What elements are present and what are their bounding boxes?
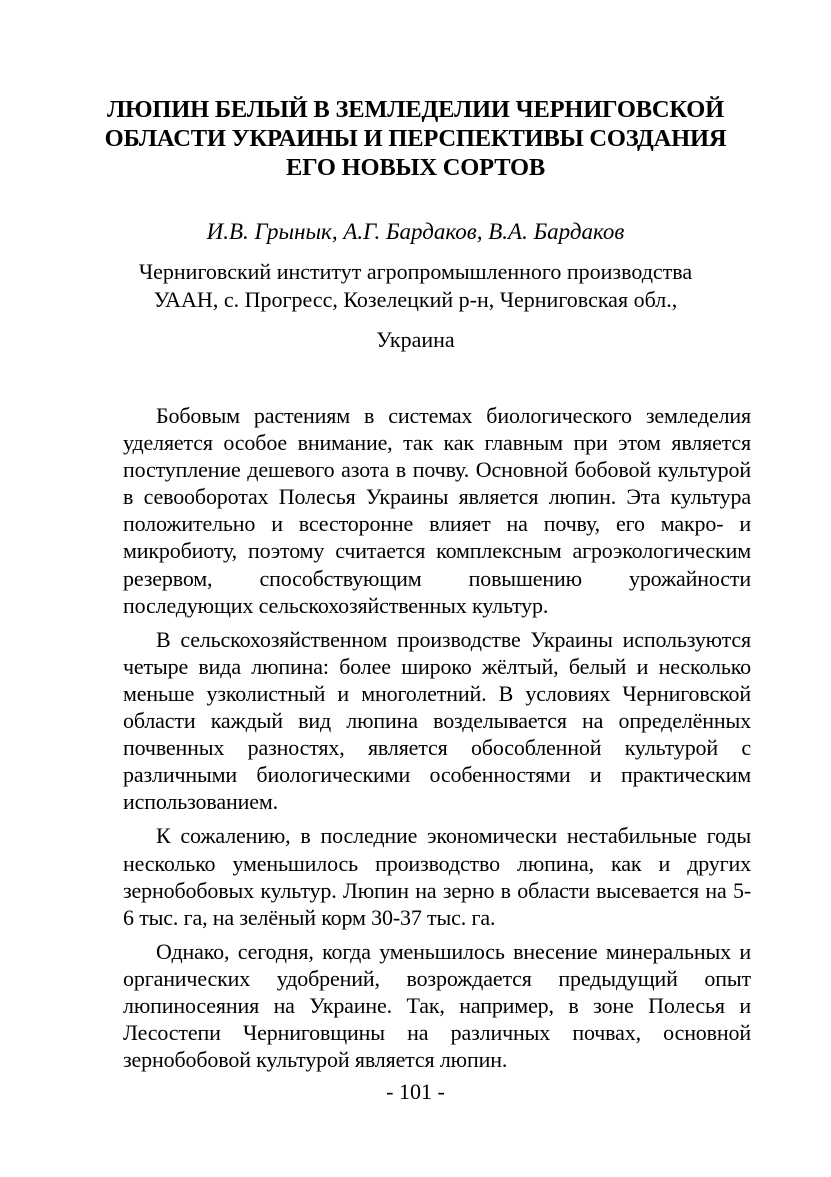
affiliation-line: УААН, с. Прогресс, Козелецкий р-н, Черниговская обл.,: [153, 287, 678, 312]
article-title: [90, 95, 741, 182]
article-body: [123, 402, 751, 1073]
paragraph: Однако, сегодня, когда уменьшилось внесение минеральных и органических удобрений, возрождается предыдущий опыт люпиносеяния на Украине. Так, например, в зоне Полесья и Лесостепи Черниговщины на различных почвах, основной зернобобовой культурой является люпин.: [123, 938, 751, 1073]
paragraph: В сельскохозяйственном производстве Украины используются четыре вида люпина: более широко жёлтый, белый и несколько меньше узколистный и многолетний. В условиях Черниговской области каждый вид люпина возделывается на определённых почвенных разностях, является обособленной культурой с различными биологическими особенностями и практическим использованием.: [123, 626, 751, 815]
page-number: - 101 -: [386, 1079, 445, 1104]
authors: И.В. Грынык, А.Г. Бардаков, В.А. Бардаков: [206, 219, 625, 244]
paragraph: Бобовым растениям в системах биологического земледелия уделяется особое внимание, так как главным при этом является поступление дешевого азота в почву. Основной бобовой культурой в севооборотах Полесья Украины является люпин. Эта культура положительно и всесторонне влияет на почву, его макро- и микробиоту, поэтому считается комплексным агроэкологическим резервом, способствующим повышению урожайности последующих сельскохозяйственных культур.: [123, 403, 751, 618]
paragraph: К сожалению, в последние экономически нестабильные годы несколько уменьшилось производство люпина, как и других зернобобовых культур. Люпин на зерно в области высевается на 5-6 тыс. га, на зелёный корм 30-37 тыс. га.: [123, 823, 751, 930]
affiliation: [90, 258, 741, 314]
country: Украина: [376, 327, 455, 352]
affiliation-line: Черниговский институт агропромышленного производства: [138, 259, 693, 284]
title-line: ЕГО НОВЫХ СОРТОВ: [285, 154, 546, 181]
title-line: ОБЛАСТИ УКРАИНЫ И ПЕРСПЕКТИВЫ СОЗДАНИЯ: [104, 125, 727, 152]
title-line: ЛЮПИН БЕЛЫЙ В ЗЕМЛЕДЕЛИИ ЧЕРНИГОВСКОЙ: [106, 96, 724, 123]
